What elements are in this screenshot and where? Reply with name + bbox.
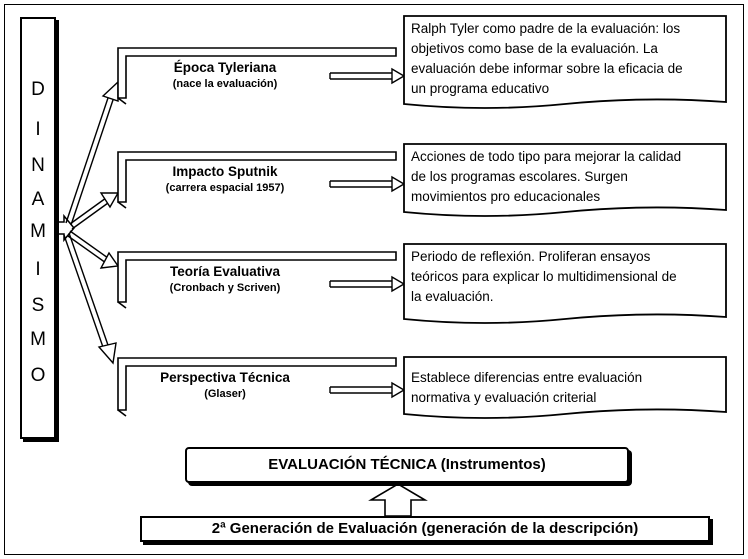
epoch-title: Época Tyleriana — [173, 60, 277, 75]
dinamismo-letter: M — [30, 329, 46, 350]
epoch-subtitle: (Cronbach y Scriven) — [169, 282, 281, 294]
dinamismo-letter: S — [31, 295, 45, 316]
description-line: movimientos pro educacionales — [411, 189, 601, 204]
hub-arrow — [57, 216, 74, 240]
dinamismo-bar — [20, 17, 56, 439]
description-line: un programa educativo — [411, 81, 550, 96]
dinamismo-letter: A — [31, 189, 45, 210]
branch-arrow-3 — [68, 231, 118, 268]
description-line: normativa y evaluación criterial — [411, 390, 597, 405]
dinamismo-letter: I — [35, 259, 41, 280]
description-4 — [411, 368, 721, 408]
description-2 — [411, 147, 721, 207]
epoch-label-1 — [130, 60, 320, 90]
up-arrow — [371, 484, 425, 516]
dinamismo-letter: O — [30, 365, 46, 386]
description-line: Acciones de todo tipo para mejorar la calidad — [411, 149, 682, 164]
dinamismo-letter: I — [35, 119, 41, 140]
description-line: Ralph Tyler como padre de la evaluación: los — [411, 21, 681, 36]
description-line: objetivos como base de la evaluación. La — [411, 41, 658, 56]
dinamismo-letter: N — [31, 155, 45, 176]
desc-arrow-2 — [330, 177, 404, 191]
epoch-title: Impacto Sputnik — [172, 164, 278, 179]
description-line: teóricos para explicar lo multidimensional de — [411, 269, 677, 284]
description-line: de los programas escolares. Surgen — [411, 169, 628, 184]
description-line: evaluación debe informar sobre la eficacia de — [411, 61, 683, 76]
epoch-label-4 — [130, 370, 320, 400]
epoch-subtitle: (Glaser) — [204, 388, 246, 400]
technical-evaluation-box: EVALUACIÓN TÉCNICA (Instrumentos) — [185, 447, 629, 483]
desc-arrow-3 — [330, 277, 404, 291]
desc-arrow-4 — [330, 383, 404, 397]
epoch-title: Perspectiva Técnica — [160, 370, 290, 385]
description-3 — [411, 247, 721, 307]
epoch-title: Teoría Evaluativa — [169, 264, 281, 279]
desc-arrow-1 — [330, 69, 404, 83]
epoch-subtitle: (carrera espacial 1957) — [165, 182, 285, 194]
dinamismo-letter: M — [30, 221, 46, 242]
epoch-label-3 — [130, 264, 320, 294]
description-line: la evaluación. — [411, 289, 494, 304]
epoch-subtitle: (nace la evaluación) — [172, 78, 278, 90]
epoch-label-2 — [130, 164, 320, 194]
dinamismo-letter: D — [31, 79, 45, 100]
description-line: Periodo de reflexión. Proliferan ensayos — [411, 249, 651, 264]
description-line: Establece diferencias entre evaluación — [411, 370, 643, 385]
branch-arrow-4 — [64, 233, 116, 363]
description-1 — [411, 19, 721, 99]
generation-box: 2ª Generación de Evaluación (generación de la descripción) — [140, 516, 710, 542]
branch-arrow-2 — [70, 193, 118, 229]
